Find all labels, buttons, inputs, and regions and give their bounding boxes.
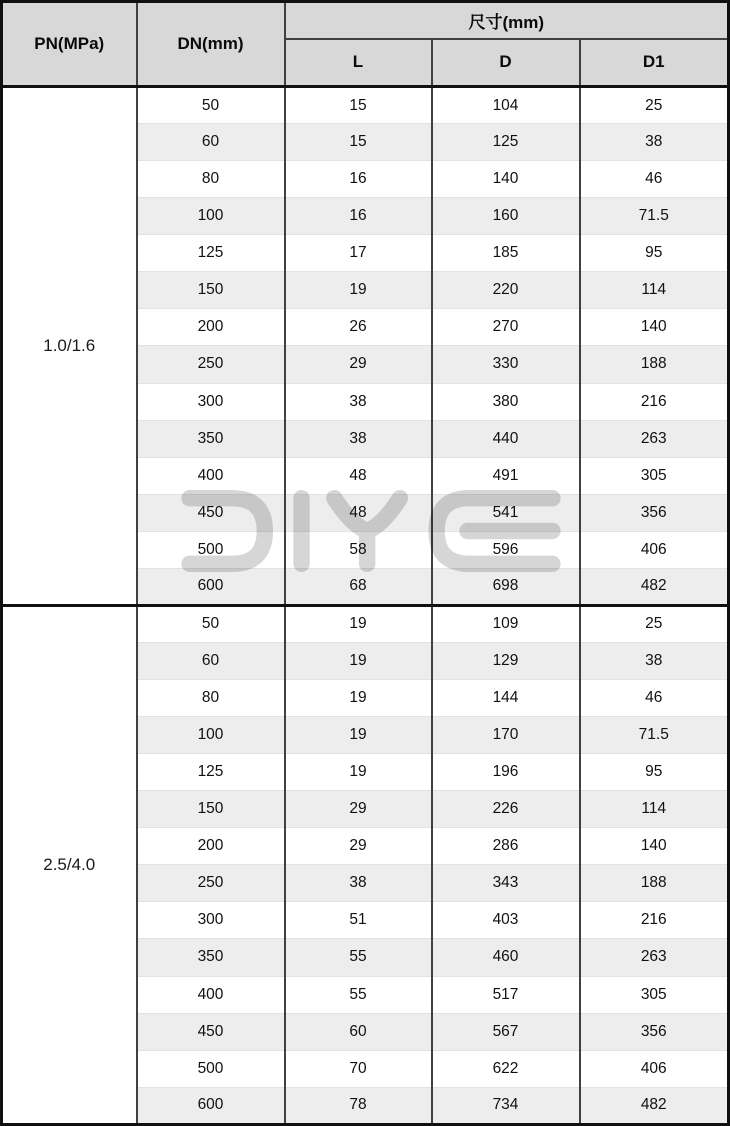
l-cell: 29 (285, 791, 432, 828)
d1-cell: 263 (580, 939, 729, 976)
d-cell: 403 (432, 902, 580, 939)
l-cell: 15 (285, 124, 432, 161)
l-cell: 78 (285, 1087, 432, 1124)
d-cell: 698 (432, 568, 580, 605)
d1-cell: 95 (580, 754, 729, 791)
dn-cell: 80 (137, 161, 285, 198)
dn-cell: 50 (137, 87, 285, 124)
l-cell: 16 (285, 161, 432, 198)
dn-cell: 150 (137, 272, 285, 309)
d-cell: 541 (432, 494, 580, 531)
table-header (2, 2, 729, 87)
d1-cell: 140 (580, 828, 729, 865)
d-cell: 140 (432, 161, 580, 198)
dn-cell: 100 (137, 198, 285, 235)
dn-cell: 125 (137, 235, 285, 272)
l-cell: 19 (285, 717, 432, 754)
dn-cell: 300 (137, 902, 285, 939)
l-cell: 19 (285, 642, 432, 679)
l-cell: 19 (285, 754, 432, 791)
d-cell: 170 (432, 717, 580, 754)
l-cell: 48 (285, 494, 432, 531)
d-cell: 226 (432, 791, 580, 828)
dn-cell: 60 (137, 124, 285, 161)
table-row (2, 605, 729, 642)
l-cell: 68 (285, 568, 432, 605)
header-size-group: 尺寸(mm) (285, 2, 729, 39)
d1-cell: 482 (580, 1087, 729, 1124)
dn-cell: 100 (137, 717, 285, 754)
d-cell: 343 (432, 865, 580, 902)
dn-cell: 125 (137, 754, 285, 791)
l-cell: 15 (285, 87, 432, 124)
dn-cell: 500 (137, 1050, 285, 1087)
dn-cell: 200 (137, 828, 285, 865)
d-cell: 491 (432, 457, 580, 494)
d1-cell: 46 (580, 161, 729, 198)
d1-cell: 406 (580, 1050, 729, 1087)
d-cell: 622 (432, 1050, 580, 1087)
header-pn: PN(MPa) (2, 2, 137, 87)
d-cell: 109 (432, 605, 580, 642)
d-cell: 330 (432, 346, 580, 383)
d1-cell: 263 (580, 420, 729, 457)
d1-cell: 71.5 (580, 717, 729, 754)
d1-cell: 305 (580, 457, 729, 494)
dn-cell: 50 (137, 605, 285, 642)
d1-cell: 188 (580, 865, 729, 902)
d1-cell: 38 (580, 642, 729, 679)
d1-cell: 356 (580, 1013, 729, 1050)
d1-cell: 25 (580, 87, 729, 124)
d1-cell: 305 (580, 976, 729, 1013)
dn-cell: 600 (137, 1087, 285, 1124)
dn-cell: 350 (137, 939, 285, 976)
d-cell: 144 (432, 680, 580, 717)
l-cell: 38 (285, 383, 432, 420)
d1-cell: 25 (580, 605, 729, 642)
l-cell: 60 (285, 1013, 432, 1050)
pn-group-cell: 2.5/4.0 (2, 605, 137, 1124)
d1-cell: 95 (580, 235, 729, 272)
d1-cell: 216 (580, 383, 729, 420)
header-d1: D1 (580, 39, 729, 87)
dn-cell: 400 (137, 976, 285, 1013)
dn-cell: 250 (137, 346, 285, 383)
l-cell: 38 (285, 420, 432, 457)
l-cell: 29 (285, 346, 432, 383)
l-cell: 38 (285, 865, 432, 902)
d1-cell: 216 (580, 902, 729, 939)
l-cell: 26 (285, 309, 432, 346)
l-cell: 55 (285, 976, 432, 1013)
header-row-top (2, 2, 729, 39)
d-cell: 220 (432, 272, 580, 309)
d-cell: 270 (432, 309, 580, 346)
dn-cell: 600 (137, 568, 285, 605)
d-cell: 196 (432, 754, 580, 791)
table-body (2, 87, 729, 1125)
l-cell: 55 (285, 939, 432, 976)
d-cell: 734 (432, 1087, 580, 1124)
d-cell: 517 (432, 976, 580, 1013)
l-cell: 19 (285, 272, 432, 309)
d-cell: 380 (432, 383, 580, 420)
header-dn: DN(mm) (137, 2, 285, 87)
d-cell: 129 (432, 642, 580, 679)
l-cell: 51 (285, 902, 432, 939)
d1-cell: 71.5 (580, 198, 729, 235)
d-cell: 596 (432, 531, 580, 568)
d-cell: 460 (432, 939, 580, 976)
dn-cell: 400 (137, 457, 285, 494)
d1-cell: 114 (580, 272, 729, 309)
d-cell: 440 (432, 420, 580, 457)
d1-cell: 188 (580, 346, 729, 383)
dn-cell: 200 (137, 309, 285, 346)
d1-cell: 406 (580, 531, 729, 568)
d-cell: 160 (432, 198, 580, 235)
dn-cell: 250 (137, 865, 285, 902)
l-cell: 70 (285, 1050, 432, 1087)
dn-cell: 500 (137, 531, 285, 568)
d-cell: 286 (432, 828, 580, 865)
d-cell: 125 (432, 124, 580, 161)
header-l: L (285, 39, 432, 87)
d1-cell: 140 (580, 309, 729, 346)
d1-cell: 482 (580, 568, 729, 605)
dn-cell: 450 (137, 494, 285, 531)
l-cell: 16 (285, 198, 432, 235)
l-cell: 17 (285, 235, 432, 272)
l-cell: 29 (285, 828, 432, 865)
l-cell: 48 (285, 457, 432, 494)
pn-group-cell: 1.0/1.6 (2, 87, 137, 606)
d1-cell: 114 (580, 791, 729, 828)
d1-cell: 38 (580, 124, 729, 161)
dn-cell: 80 (137, 680, 285, 717)
dn-cell: 450 (137, 1013, 285, 1050)
l-cell: 19 (285, 605, 432, 642)
dn-cell: 60 (137, 642, 285, 679)
d-cell: 567 (432, 1013, 580, 1050)
d-cell: 104 (432, 87, 580, 124)
l-cell: 58 (285, 531, 432, 568)
d-cell: 185 (432, 235, 580, 272)
table-row (2, 87, 729, 124)
dn-cell: 150 (137, 791, 285, 828)
l-cell: 19 (285, 680, 432, 717)
d1-cell: 356 (580, 494, 729, 531)
dn-cell: 300 (137, 383, 285, 420)
header-d: D (432, 39, 580, 87)
d1-cell: 46 (580, 680, 729, 717)
dn-cell: 350 (137, 420, 285, 457)
